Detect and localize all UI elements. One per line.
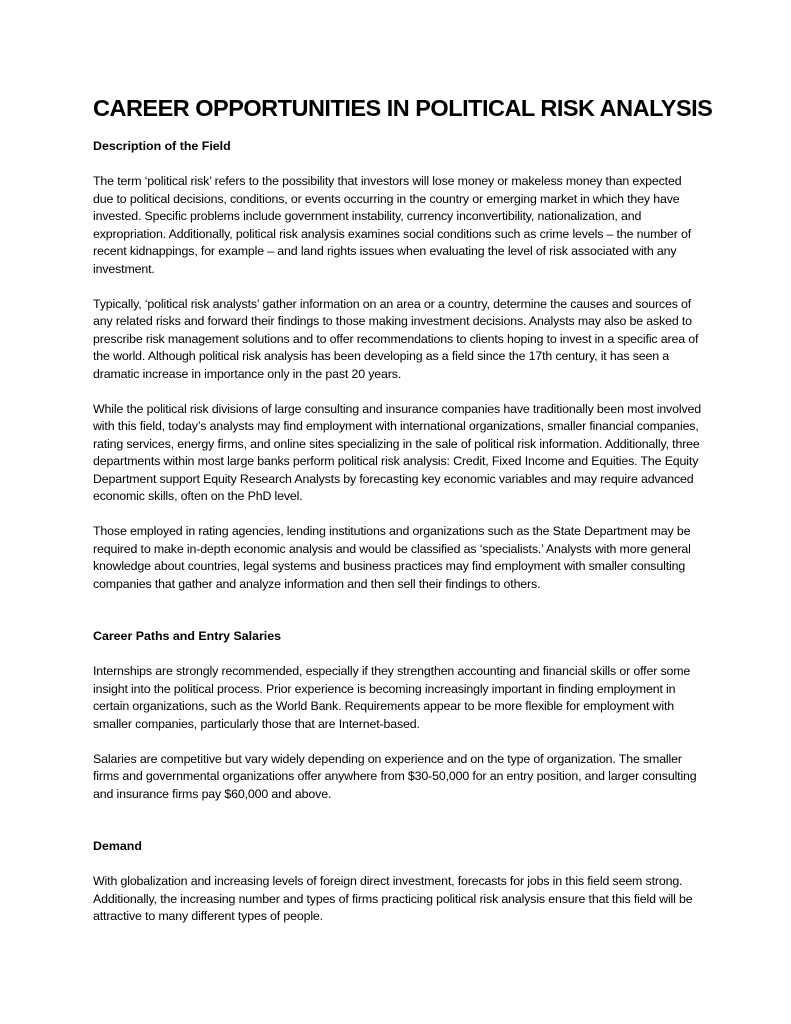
section-demand <box>93 838 703 926</box>
document-title: CAREER OPPORTUNITIES IN POLITICAL RISK ANALYSIS <box>93 95 713 121</box>
paragraph: The term ‘political risk’ refers to the possibility that investors will lose money or makeless money than expected due to political decisions, conditions, or events occurring in the country or emerging market in which they have invested. Specific problems include government instability, currency inconvertibility, nationalization, and expropriation. Additionally, political risk analysis examines social conditions such as crime levels – the number of recent kidnappings, for example – and land rights issues when evaluating the level of risk associated with any investment. <box>93 174 692 276</box>
section-career-paths <box>93 628 703 803</box>
section-description <box>93 138 703 593</box>
section-spacer <box>93 821 703 839</box>
section-spacer <box>93 611 703 629</box>
section-heading: Description of the Field <box>93 139 231 153</box>
paragraph: Typically, ‘political risk analysts’ gather information on an area or a country, determine the causes and sources of any related risks and forward their findings to those making investment decisions. Analysts may also be asked to prescribe risk management solutions and to offer recommendations to clients hoping to invest in a specific area of the world. Although political risk analysis has been developing as a field since the 17th century, it has seen a dramatic increase in importance only in the past 20 years. <box>93 296 699 381</box>
section-heading: Career Paths and Entry Salaries <box>93 629 282 643</box>
document-page <box>93 94 713 943</box>
paragraph: Internships are strongly recommended, especially if they strengthen accounting and financial skills or offer some insight into the political process. Prior experience is becoming increasingly important in finding employment in certain organizations, such as the World Bank. Requirements appear to be more flexible for employment with smaller companies, particularly those that are Internet-based. <box>93 664 691 731</box>
section-heading: Demand <box>93 839 142 853</box>
paragraph: While the political risk divisions of large consulting and insurance companies have traditionally been most involved with this field, today’s analysts may find employment with international organizations, smaller financial companies, rating services, energy firms, and online sites specializing in the sale of political risk information. Additionally, three departments within most large banks perform political risk analysis: Credit, Fixed Income and Equities. The Equity Department support Equity Research Analysts by forecasting key economic variables and may require advanced economic skills, often on the PhD level. <box>93 401 701 503</box>
paragraph: Those employed in rating agencies, lending institutions and organizations such as the State Department may be required to make in-depth economic analysis and would be classified as ‘specialists.’ Analysts with more general knowledge about countries, legal systems and business practices may find employment with smaller consulting companies that gather and analyze information and then sell their findings to others. <box>93 524 691 591</box>
paragraph: With globalization and increasing levels of foreign direct investment, forecasts for jobs in this field seem strong. Additionally, the increasing number and types of firms practicing political risk analysis ensure that this field will be attractive to many different types of people. <box>93 874 693 923</box>
paragraph: Salaries are competitive but vary widely depending on experience and on the type of organization. The smaller firms and governmental organizations offer anywhere from $30-50,000 for an entry position, and larger consulting and insurance firms pay $60,000 and above. <box>93 751 697 801</box>
